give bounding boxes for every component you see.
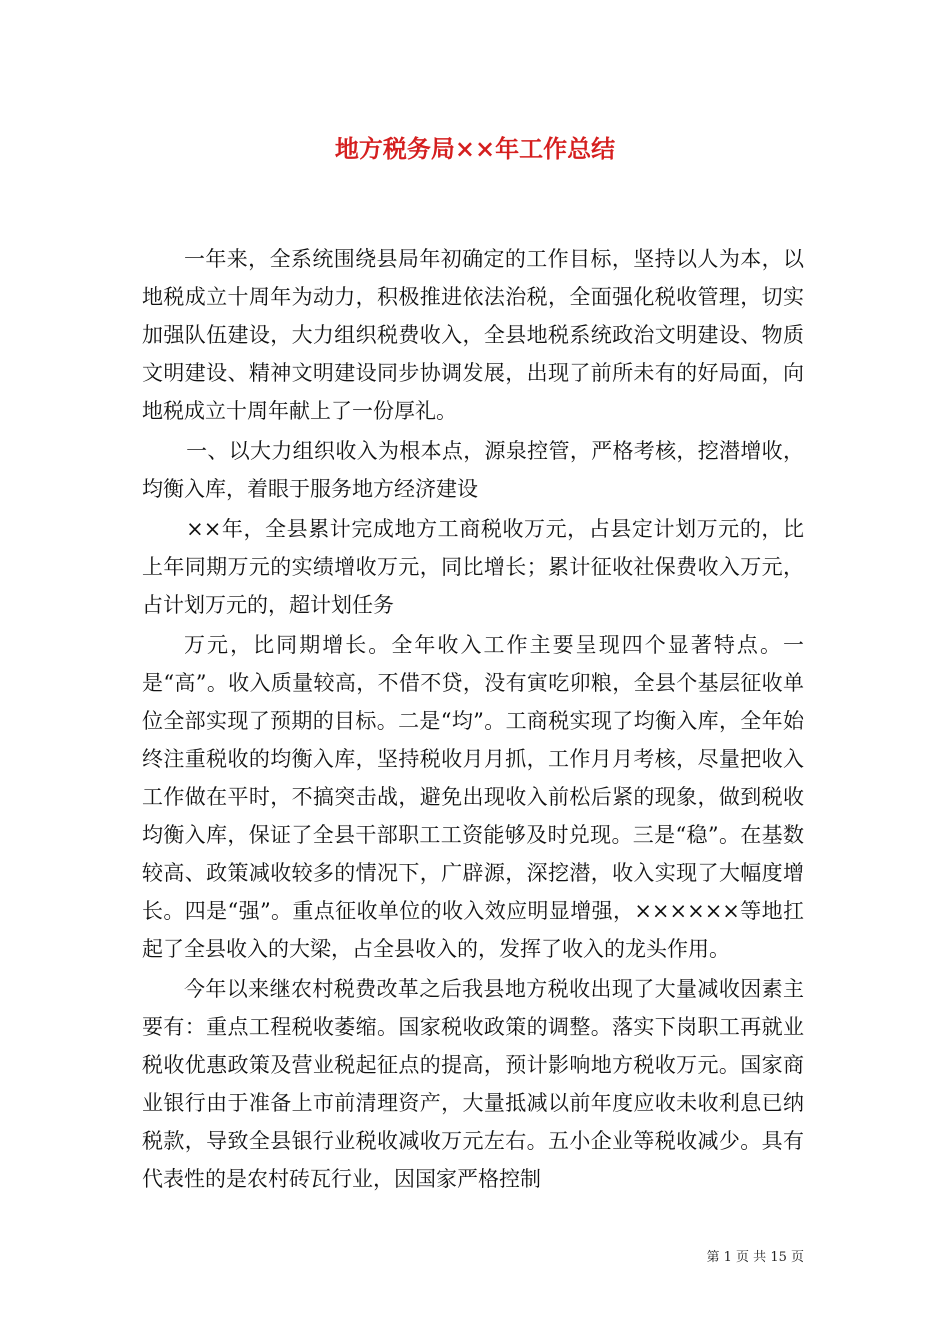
document-body [142, 240, 804, 1200]
document-title: 地方税务局××年工作总结 [334, 134, 616, 163]
page-number-footer: 第 1 页 共 15 页 [706, 1250, 804, 1265]
paragraph-reduction-factors: 今年以来继农村税费改革之后我县地方税收出现了大量减收因素主要有：重点工程税收萎缩。国家税收政策的调整。落实下岗职工再就业税收优惠政策及营业税起征点的提高，预计影响地方税收万元。国家商业银行由于准备上市前清理资产，大量抵减以前年度应收未收利息已纳税款，导致全县银行业税收减收万元左右。五小企业等税收减少。具有代表性的是农村砖瓦行业，因国家严格控制 [142, 977, 804, 1191]
paragraph-revenue-features: 万元，比同期增长。全年收入工作主要呈现四个显著特点。一是“高”。收入质量较高，不借不贷，没有寅吃卯粮，全县个基层征收单位全部实现了预期的目标。二是“均”。工商税实现了均衡入库，全年始终注重税收的均衡入库，坚持税收月月抓，工作月月考核，尽量把收入工作做在平时，不搞突击战，避免出现收入前松后紧的现象，做到税收均衡入库，保证了全县干部职工工资能够及时兑现。三是“稳”。在基数较高、政策减收较多的情况下，广辟源，深挖潜，收入实现了大幅度增长。四是“强”。重点征收单位的收入效应明显增强，××××××等地扛起了全县收入的大梁，占全县收入的，发挥了收入的龙头作用。 [142, 633, 804, 961]
paragraph-revenue-summary: ××年，全县累计完成地方工商税收万元，占县定计划万元的，比上年同期万元的实绩增收万元，同比增长；累计征收社保费收入万元，占计划万元的，超计划任务 [142, 517, 804, 617]
paragraph-section-heading: 一、以大力组织收入为根本点，源泉控管，严格考核，挖潜增收，均衡入库，着眼于服务地方经济建设 [142, 439, 804, 501]
paragraph-intro: 一年来，全系统围绕县局年初确定的工作目标，坚持以人为本，以地税成立十周年为动力，积极推进依法治税，全面强化税收管理，切实加强队伍建设，大力组织税费收入，全县地税系统政治文明建设、物质文明建设、精神文明建设同步协调发展，出现了前所未有的好局面，向地税成立十周年献上了一份厚礼。 [142, 247, 804, 423]
